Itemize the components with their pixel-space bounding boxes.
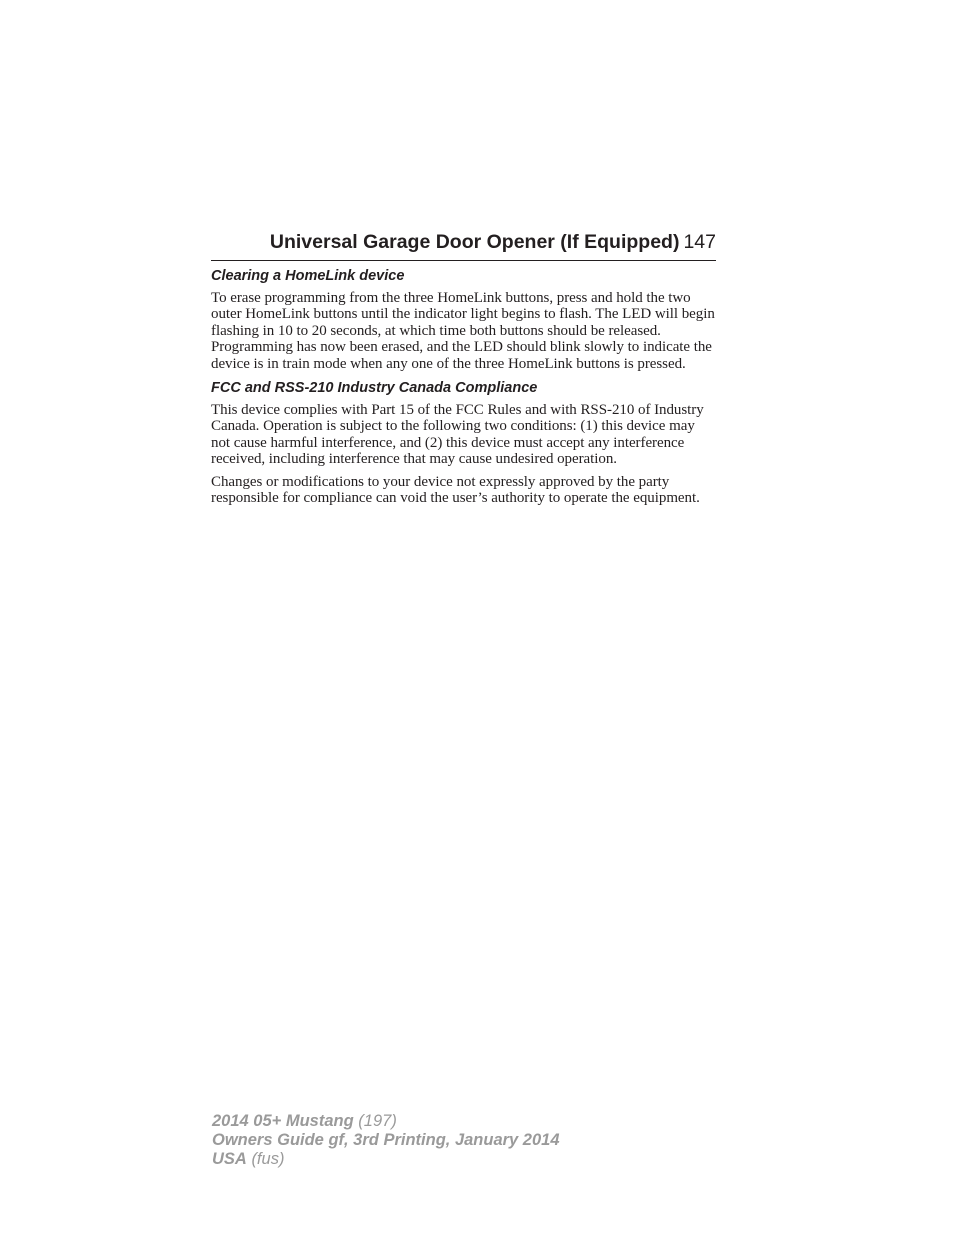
footer-printing: Owners Guide gf, 3rd Printing, January 2014	[212, 1131, 560, 1149]
footer-model: 2014 05+ Mustang	[212, 1112, 354, 1130]
section-heading-clearing-homelink: Clearing a HomeLink device	[211, 268, 405, 284]
page-header	[211, 228, 716, 261]
page-number: 147	[683, 231, 716, 253]
section-heading-fcc-compliance: FCC and RSS-210 Industry Canada Compliance	[211, 380, 538, 397]
footer-market-code: (fus)	[251, 1150, 285, 1168]
footer-market: USA	[212, 1150, 247, 1168]
footer-page-count: (197)	[358, 1112, 397, 1130]
paragraph-clearing-homelink: To erase programming from the three HomeLink buttons, press and hold the two outer HomeLink buttons until the indicator light begins to flash. The LED will begin flashing in 10 to 20 seconds, at which time both buttons should be released. Programming has now been erased, and the LED should blink slowly to indicate the device is in train mode when any one of the three HomeLink buttons is pressed.	[211, 290, 715, 372]
footer-line-model	[212, 1112, 560, 1131]
page-title: Universal Garage Door Opener (If Equipped)	[269, 231, 680, 253]
page-content	[211, 266, 716, 512]
paragraph-fcc-conditions: This device complies with Part 15 of the FCC Rules and with RSS-210 of Industry Canada. Operation is subject to the following two conditions: (1) this device may not cause harmful interference, and (2) this device must accept any interference received, including interference that may cause undesired operation.	[211, 402, 704, 468]
footer-line-market	[212, 1150, 560, 1169]
page-footer	[212, 1112, 560, 1169]
paragraph-fcc-modifications: Changes or modifications to your device not expressly approved by the party responsible for compliance can void the user’s authority to operate the equipment.	[211, 473, 700, 507]
